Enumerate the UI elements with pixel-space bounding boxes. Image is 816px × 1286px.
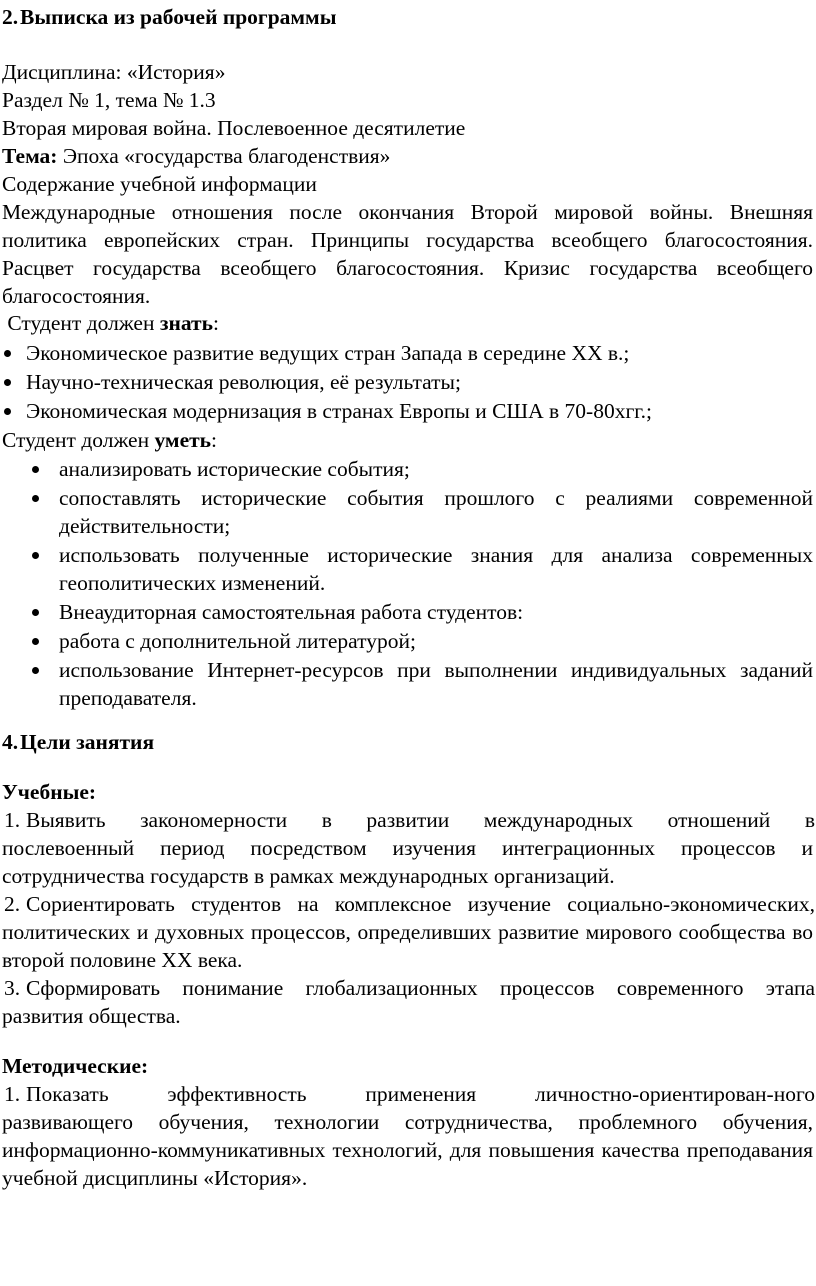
know-suffix: : bbox=[212, 311, 219, 335]
item-continuation: развития общества. bbox=[2, 1004, 181, 1028]
section-2-title: Выписка из рабочей программы bbox=[20, 5, 337, 29]
educational-item bbox=[2, 890, 813, 918]
educational-item bbox=[2, 806, 813, 834]
know-prefix: Студент должен bbox=[2, 311, 160, 335]
item-continuation: послевоенный период посредством изучения интеграционных процессов и сотрудничества государств в рамках международных организаций. bbox=[2, 836, 813, 888]
item-number: 3. bbox=[4, 976, 21, 1000]
know-item-text: Экономическое развитие ведущих стран Запада в середине XX в.; bbox=[26, 341, 630, 365]
bullet-icon bbox=[32, 466, 39, 473]
bullet-icon bbox=[32, 667, 39, 674]
can-item-text: использовать полученные исторические знания для анализа современных геополитических изменений. bbox=[59, 543, 813, 595]
content-paragraph: Международные отношения после окончания Второй мировой войны. Внешняя политика европейских стран. Принципы государства всеобщего благосостояния. Расцвет государства всеобщего благосостояния. Кризис государства всеобщего благосостояния. bbox=[2, 200, 813, 308]
bullet-icon bbox=[4, 408, 11, 415]
topic-line bbox=[2, 142, 813, 170]
can-keyword: уметь bbox=[154, 428, 212, 452]
item-number: 2. bbox=[4, 892, 21, 916]
section-2-heading bbox=[2, 3, 336, 31]
methodical-item bbox=[2, 1080, 813, 1108]
know-heading bbox=[2, 309, 813, 337]
can-item-text: использование Интернет-ресурсов при выполнении индивидуальных заданий преподавателя. bbox=[59, 658, 813, 710]
item-continuation: политических и духовных процессов, определивших развитие мирового сообщества во второй половине XX века. bbox=[2, 920, 813, 972]
know-item-text: Экономическая модернизация в странах Европы и США в 70-80хгг.; bbox=[26, 399, 653, 423]
item-number: 1. bbox=[4, 1082, 21, 1106]
discipline-line: Дисциплина: «История» bbox=[2, 60, 226, 84]
educational-item bbox=[2, 974, 813, 1002]
can-item-text: анализировать исторические события; bbox=[59, 457, 410, 481]
know-keyword: знать bbox=[159, 311, 213, 335]
section-4-heading bbox=[2, 728, 154, 756]
section-4-number: 4. bbox=[2, 730, 19, 754]
section-line: Раздел № 1, тема № 1.3 bbox=[2, 88, 216, 112]
know-item-text: Научно-техническая революция, её результаты; bbox=[26, 370, 461, 394]
can-prefix: Студент должен bbox=[2, 428, 155, 452]
item-first-line: Выявить закономерности в развитии международных отношений в bbox=[26, 808, 815, 832]
bullet-icon bbox=[32, 552, 39, 559]
item-first-line: Сформировать понимание глобализационных процессов современного этапа bbox=[26, 976, 815, 1000]
section-4-title: Цели занятия bbox=[20, 730, 155, 754]
topic-label: Тема: bbox=[2, 144, 58, 168]
section-title-line: Вторая мировая война. Послевоенное десятилетие bbox=[2, 116, 466, 140]
item-first-line: Сориентировать студентов на комплексное изучение социально-экономических, bbox=[26, 892, 815, 916]
methodical-heading: Методические: bbox=[2, 1054, 149, 1078]
can-heading bbox=[2, 426, 813, 454]
can-item-text: Внеаудиторная самостоятельная работа студентов: bbox=[59, 600, 524, 624]
bullet-icon bbox=[4, 350, 11, 357]
can-item-text: сопоставлять исторические события прошлого с реалиями современной действительности; bbox=[59, 486, 813, 538]
can-item-text: работа с дополнительной литературой; bbox=[59, 629, 416, 653]
bullet-icon bbox=[32, 609, 39, 616]
bullet-icon bbox=[32, 495, 39, 502]
bullet-icon bbox=[4, 379, 11, 386]
bullet-icon bbox=[32, 638, 39, 645]
item-first-line: Показать эффективность применения личностно-ориентирован-ного bbox=[26, 1082, 815, 1106]
educational-heading: Учебные: bbox=[2, 780, 97, 804]
section-2-number: 2. bbox=[2, 5, 19, 29]
item-number: 1. bbox=[4, 808, 21, 832]
topic-value: Эпоха «государства благоденствия» bbox=[57, 144, 391, 168]
can-suffix: : bbox=[211, 428, 218, 452]
content-heading: Содержание учебной информации bbox=[2, 172, 317, 196]
item-continuation: развивающего обучения, технологии сотрудничества, проблемного обучения, информационно-коммуникативных технологий, для повышения качества преподавания учебной дисциплины «История». bbox=[2, 1110, 813, 1190]
